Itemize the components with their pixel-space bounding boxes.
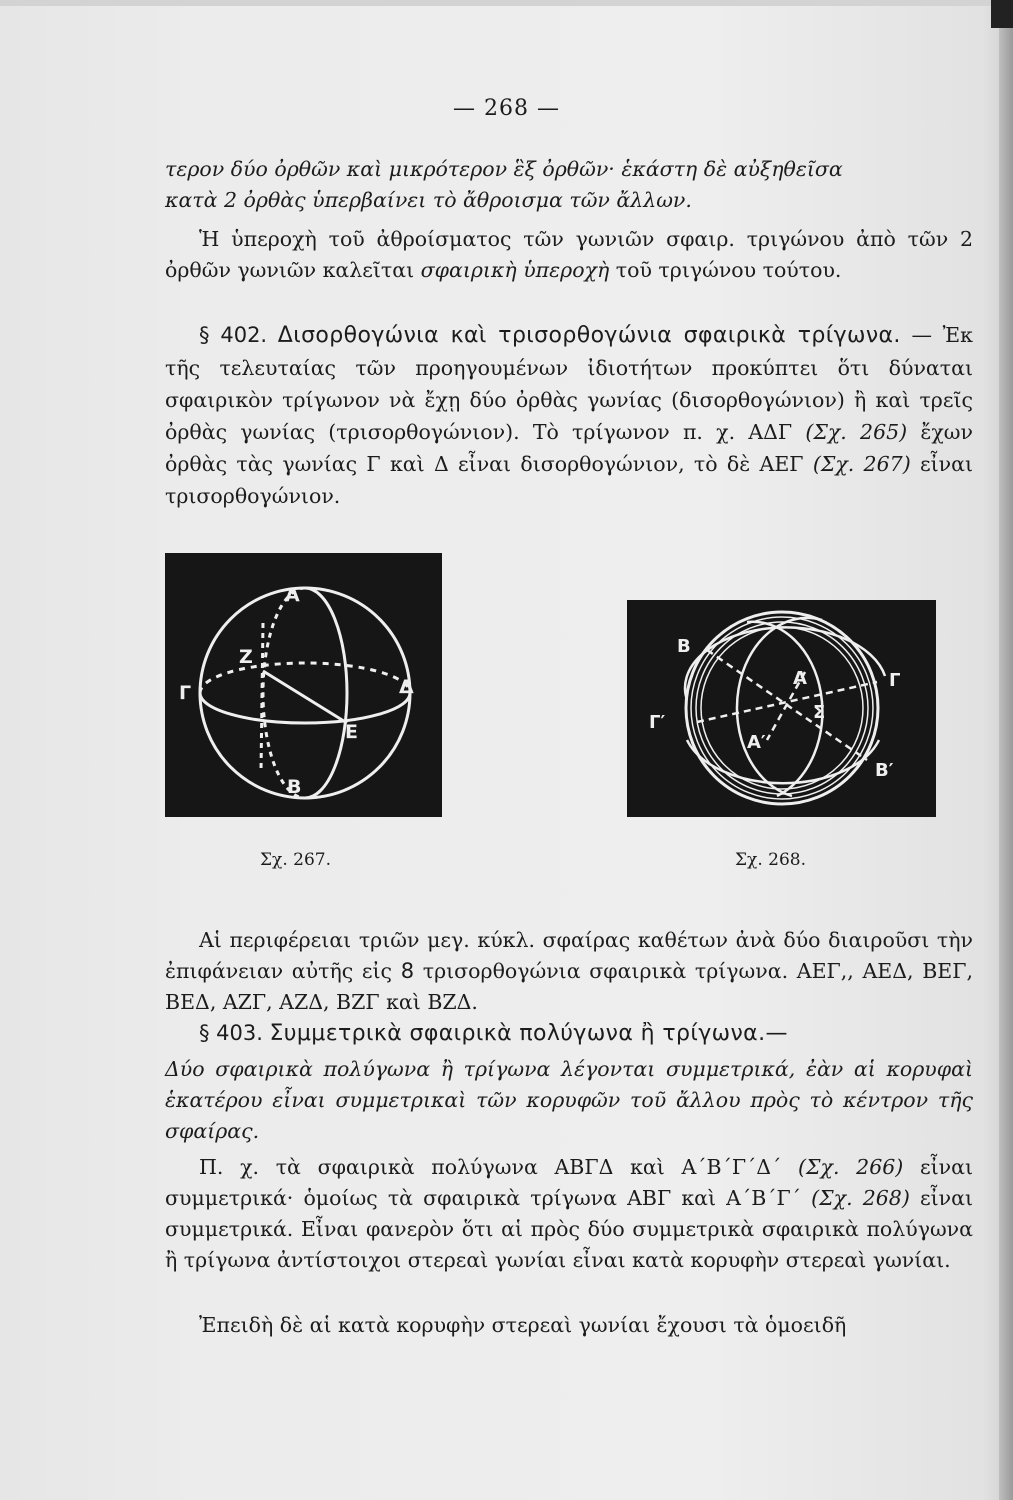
circles-text-1: Αἱ περιφέρειαι τριῶν μεγ. κύκλ. σφαίρας καθέτων ἀνὰ δύο διαιροῦσι τὴν ἐπιφάνειαν αὐτῆς εἰς [165, 928, 973, 983]
hatch-ring-3 [701, 627, 863, 789]
label-A: Α [285, 584, 300, 606]
label-B: Β [677, 636, 691, 657]
section-402-ref-2: (Σχ. 267) [812, 452, 911, 476]
page-number: — 268 — [453, 96, 560, 121]
corner-mark [991, 0, 1013, 28]
hatch-ring-2 [696, 622, 868, 794]
label-A-prime: Α′ [747, 732, 766, 753]
excess-term: σφαιρικὴ ὑπεροχὴ [420, 258, 610, 282]
hidden-meridian [261, 623, 263, 771]
excess-text-2: τοῦ τριγώνου τούτου. [609, 258, 842, 282]
intro-paragraph [165, 154, 973, 216]
example-ref-2: (Σχ. 268) [811, 1186, 910, 1210]
section-402-body-2: ἔχων ὀρθὰς τὰς γωνίας Γ καὶ Δ εἶναι δισορθογώνιον, τὸ δὲ ΑΕΓ [165, 420, 973, 476]
intro-line-1: τερον δύο ὀρθῶν καὶ μικρότερον ἓξ ὀρθῶν· ἑκάστη δὲ αὐξηθεῖσα [165, 157, 843, 181]
figure-267-caption: Σχ. 267. [260, 850, 331, 870]
section-402-body-3: εἶναι τρισορθογώνιον. [165, 452, 973, 508]
last-line: Ἐπειδὴ δὲ αἱ κατὰ κορυφὴν στερεαὶ γωνίαι ἔχουσι τὰ ὁμοειδῆ [199, 1313, 847, 1337]
label-A: Α [793, 668, 807, 689]
excess-text-1: Ἡ ὑπεροχὴ τοῦ ἀθροίσματος τῶν γωνιῶν σφαιρ. τριγώνου ἀπὸ τῶν 2 ὀρθῶν γωνιῶν καλεῖται [165, 227, 973, 282]
section-403-definition: Δύο σφαιρικὰ πολύγωνα ἢ τρίγωνα λέγονται συμμετρικά, ἐὰν αἱ κορυφαὶ ἑκατέρου εἶναι συμμετρικαὶ τῶν κορυφῶν τοῦ ἄλλου πρὸς τὸ κέντρον τῆς σφαίρας. [165, 1057, 973, 1143]
example-text-1: Π. χ. τὰ σφαιρικὰ πολύγωνα ΑΒΓΔ καὶ Α΄Β΄Γ΄Δ΄ [199, 1155, 799, 1179]
section-403-number: § 403. [199, 1021, 263, 1045]
equator-back [200, 663, 410, 693]
meridian-front [305, 588, 347, 798]
label-B-prime: Β′ [875, 760, 894, 781]
section-402-title: Δισορθογώνια καὶ τρισορθογώνια σφαιρικὰ τρίγωνα. [277, 323, 901, 348]
diameter-GG [697, 682, 877, 722]
section-402-number: § 402. [199, 323, 268, 347]
example-text-2: εἶναι συμμετρικά· ὁμοίως τὰ σφαιρικὰ τρίγωνα ΑΒΓ καὶ Α΄Β΄Γ΄ [165, 1155, 973, 1210]
label-G: Γ [179, 682, 192, 704]
sphere-diagram [165, 553, 442, 817]
sphere-outline [200, 588, 410, 798]
section-403-title: Συμμετρικὰ σφαιρικὰ πολύγωνα ἢ τρίγωνα.— [269, 1021, 788, 1046]
figure-268 [627, 600, 936, 817]
great-circle-right [737, 618, 822, 796]
hatch-ring-1 [691, 617, 873, 799]
label-Z: Z [239, 646, 253, 668]
spherical-excess-paragraph [165, 224, 973, 286]
section-402-body-1: — Ἐκ τῆς τελευταίας τῶν προηγουμένων ἰδιοτήτων προκύπτει ὅτι δύναται σφαιρικὸν τρίγωνον νὰ ἔχῃ δύο ὀρθὰς γωνίας (δισορθογώνιον) ἢ καὶ τρεῖς ὀρθὰς γωνίας (τρισορθογώνιον). Τὸ τρίγωνον π. χ. ΑΔΓ [165, 323, 973, 444]
label-G: Γ [889, 670, 901, 691]
symmetric-triangles-diagram [627, 600, 936, 817]
radius-line [263, 671, 347, 723]
label-G-prime: Γ′ [649, 712, 666, 733]
page-top-edge [0, 0, 1013, 6]
intro-line-2: κατὰ 2 ὀρθὰς ὑπερβαίνει τὸ ἄθροισμα τῶν ἄλλων. [165, 188, 692, 212]
section-402 [165, 319, 973, 512]
great-circles-paragraph [165, 925, 973, 1018]
page-right-edge [999, 0, 1013, 1500]
example-ref-1: (Σχ. 266) [798, 1155, 904, 1179]
label-D: Δ [399, 676, 414, 698]
example-paragraph [165, 1152, 973, 1276]
section-403 [165, 1018, 973, 1049]
figure-268-caption: Σχ. 268. [735, 850, 806, 870]
section-402-ref-1: (Σχ. 265) [805, 420, 908, 444]
label-S: Σ [813, 702, 826, 723]
label-E: Ε [345, 721, 358, 743]
circles-count: 8 [400, 959, 415, 983]
figure-267 [165, 553, 442, 817]
example-text-3: εἶναι συμμετρικά. Εἶναι φανερὸν ὅτι αἱ πρὸς δύο συμμετρικὰ σφαιρικὰ πολύγωνα ἢ τρίγωνα ἀντίστοιχοι στερεαὶ γωνίαι εἶναι κατὰ κορυφὴν στερεαὶ γωνίαι. [165, 1186, 973, 1272]
label-B: Β [287, 776, 302, 798]
circles-text-2: τρισορθογώνια σφαιρικὰ τρίγωνα. ΑΕΓ,, ΑΕΔ, ΒΕΓ, ΒΕΔ, ΑΖΓ, ΑΖΔ, ΒΖΓ καὶ ΒΖΔ. [165, 959, 973, 1014]
